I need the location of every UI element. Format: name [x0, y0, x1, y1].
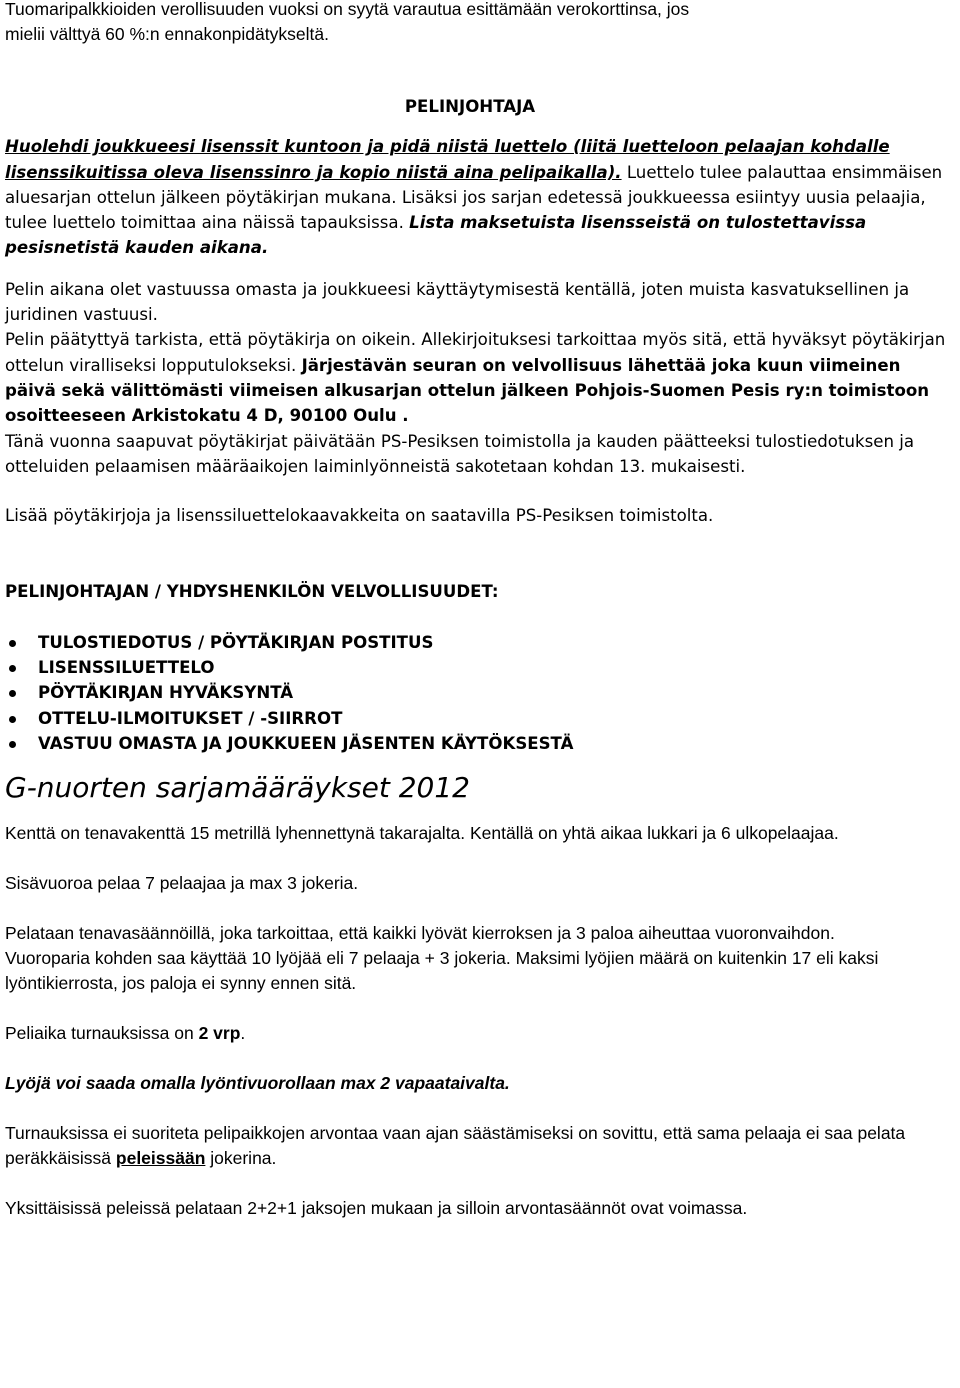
list-item: PÖYTÄKIRJAN HYVÄKSYNTÄ — [5, 680, 955, 705]
list-item: VASTUU OMASTA JA JOUKKUEEN JÄSENTEN KÄYTÖKSESTÄ — [5, 731, 955, 756]
bullet-icon — [9, 690, 16, 697]
intro-paragraph — [5, 0, 955, 47]
list-item: LISENSSILUETTELO — [5, 655, 955, 680]
bullet-icon — [9, 665, 16, 672]
scoresheet-penalty-text: Tänä vuonna saapuvat pöytäkirjat päivätään PS-Pesiksen toimistolla ja kauden päätteeksi tulostiedotuksen ja otteluiden pelaamisen määräaikojen laiminlyönneistä sakotetaan kohdan 13. mukaisesti. — [5, 431, 915, 476]
inning-players-paragraph: Sisävuoroa pelaa 7 pelaajaa ja max 3 jokeria. — [5, 873, 359, 894]
pelinjohtaja-title: PELINJOHTAJA — [404, 97, 536, 116]
license-instruction: Huolehdi joukkueesi lisenssit kuntoon ja pidä niistä luettelo (liitä luetteloon pelaajan kohdalle lisenssikuitissa oleva lisenssinro ja kopio niistä aina pelipaikalla). — [5, 137, 890, 182]
tenava-rules-paragraph: Pelataan tenavasäännöillä, joka tarkoittaa, että kaikki lyövät kierroksen ja 3 paloa aiheuttaa vuoronvaihdon. — [5, 923, 835, 944]
bullet-icon — [9, 741, 16, 748]
game-time-value: 2 vrp — [198, 1023, 241, 1044]
scoresheet-check-text: Pelin päätyttyä tarkista, että pöytäkirja on oikein. Allekirjoituksesi tarkoittaa myös sitä, että hyväksyt pöytäkirjan ottelun viralliseksi lopputulokseksi. — [5, 330, 946, 375]
license-return-text: Luettelo tulee palauttaa ensimmäisen aluesarjan ottelun jälkeen pöytäkirjan mukana. Lisäksi jos sarjan edetessä joukkueessa esiintyy uusia pelaajia, tulee luettelo toimittaa aina näissä tapauksissa. — [5, 162, 943, 233]
duties-title: PELINJOHTAJAN / YHDYSHENKILÖN VELVOLLISUUDET: — [5, 582, 499, 602]
games-emphasis: peleissään — [115, 1148, 206, 1169]
scoresheet-mailing-obligation: Järjestävän seuran on velvollisuus lähettää joka kuun viimeinen päivä sekä välittömästi viimeisen alkusarjan ottelun jälkeen Pohjois-Suomen Pesis ry:n toimistoon osoitteeseen Arkistokatu 4 D, 90100 Oulu . — [5, 355, 930, 426]
free-runs-paragraph: Lyöjä voi saada omalla lyöntivuorollaan max 2 vapaataivalta. — [5, 1073, 510, 1094]
duties-list — [5, 630, 955, 756]
bullet-icon — [9, 716, 16, 723]
g-nuoret-title: G-nuorten sarjamääräykset 2012 — [5, 771, 470, 805]
pelinjohtaja-paragraph-1 — [5, 134, 955, 260]
pelinjohtaja-paragraph-3 — [5, 327, 955, 479]
list-item: TULOSTIEDOTUS / PÖYTÄKIRJAN POSTITUS — [5, 630, 955, 655]
tournament-rules-paragraph: Turnauksissa ei suoriteta pelipaikkojen arvontaa vaan ajan säästämiseksi on sovittu, että sama pelaaja ei saa pelata peräkkäisissä peleissään jokerina. — [5, 1123, 906, 1169]
pelinjohtaja-paragraph-4: Lisää pöytäkirjoja ja lisenssiluettelokaavakkeita on saatavilla PS-Pesiksen toimistolta. — [5, 506, 714, 526]
pelinjohtaja-paragraph-2: Pelin aikana olet vastuussa omasta ja joukkueesi käyttäytymisestä kentällä, joten muista kasvatuksellinen ja juridinen vastuusi. — [5, 279, 910, 325]
license-list-note: Lista maksetuista lisensseistä on tulostettavissa pesisnetistä kauden aikana. — [5, 213, 867, 258]
game-time-paragraph: Peliaika turnauksissa on 2 vrp. — [5, 1023, 246, 1044]
bullet-icon — [9, 640, 16, 647]
intro-line-2: mielii välttyä 60 %:n ennakonpidätykseltä. — [5, 24, 329, 44]
document-page — [5, 0, 955, 1221]
batters-limit-paragraph: Vuoroparia kohden saa käyttää 10 lyöjää eli 7 pelaaja + 3 jokeria. Maksimi lyöjien määrä on kuitenkin 17 eli kaksi lyöntikierrosta, jos paloja ei synny ennen sitä. — [5, 948, 879, 994]
field-rules-paragraph: Kenttä on tenavakenttä 15 metrillä lyhennettynä takarajalta. Kentällä on yhtä aikaa lukkari ja 6 ulkopelaajaa. — [5, 823, 839, 844]
intro-line-1: Tuomaripalkkioiden verollisuuden vuoksi on syytä varautua esittämään verokorttinsa, jos — [5, 0, 690, 19]
single-games-paragraph: Yksittäisissä peleissä pelataan 2+2+1 jaksojen mukaan ja silloin arvontasäännöt ovat voimassa. — [5, 1198, 748, 1219]
list-item: OTTELU-ILMOITUKSET / -SIIRROT — [5, 706, 955, 731]
